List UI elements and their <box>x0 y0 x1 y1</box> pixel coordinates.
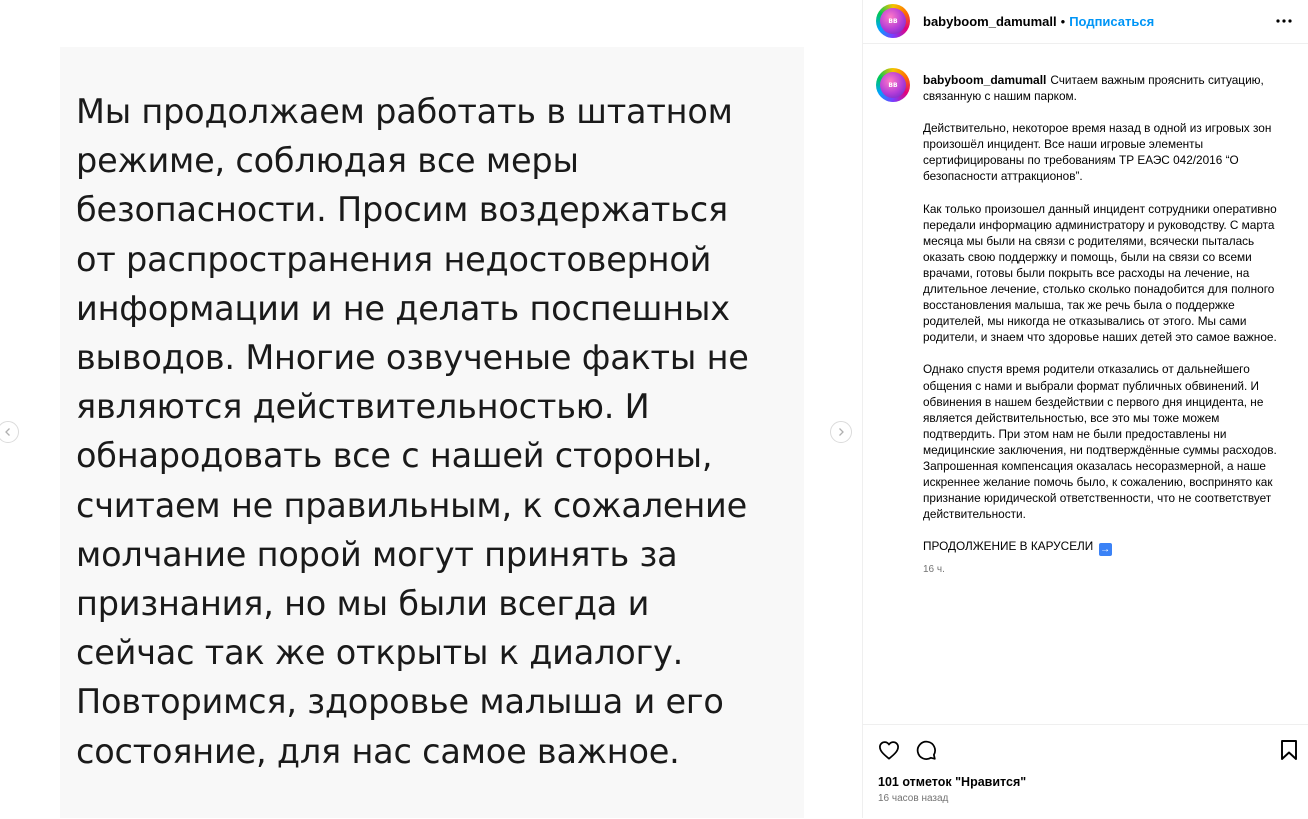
slide-line: информации и не делать поспешных <box>76 288 730 328</box>
slide-line: признания, но мы были всегда и <box>76 584 650 624</box>
slide-line: являются действительностью. И <box>76 387 650 427</box>
username-link[interactable]: babyboom_damumall <box>923 14 1057 29</box>
slide-line: обнародовать все с нашей стороны, <box>76 436 713 476</box>
heart-icon <box>878 740 900 760</box>
post-side-panel <box>862 0 1308 818</box>
likes-count[interactable]: 101 отметок "Нравится" <box>878 775 1027 789</box>
post-actions <box>863 724 1308 819</box>
caption-timestamp[interactable]: 16 ч. <box>923 564 945 576</box>
caption-paragraph: Действительно, некоторое время назад в одной из игровых зон произошёл инцидент. Все наши игровые элементы сертифицированы по требованиям ТР ЕАЭС 042/2016 “О безопасности аттракционов”. <box>923 121 1272 184</box>
slide-text <box>76 87 796 776</box>
post-date[interactable]: 16 часов назад <box>878 793 949 804</box>
continue-text: ПРОДОЛЖЕНИЕ В КАРУСЕЛИ <box>923 539 1094 554</box>
carousel-slide <box>60 47 804 818</box>
slide-line: выводов. Многие озвученые факты не <box>76 338 749 378</box>
avatar-logo: BB <box>880 72 906 98</box>
caption-continue <box>923 538 1293 556</box>
more-horizontal-icon <box>1276 19 1292 23</box>
post-header <box>863 0 1308 44</box>
separator-dot: • <box>1060 14 1066 29</box>
carousel-prev-button[interactable] <box>0 421 19 443</box>
bookmark-icon <box>1280 739 1298 761</box>
chevron-right-icon <box>836 427 846 437</box>
like-button[interactable] <box>877 738 901 762</box>
slide-line: сейчас так же открыты к диалогу. <box>76 633 684 673</box>
comment-icon <box>915 739 937 761</box>
avatar[interactable] <box>876 4 910 38</box>
caption-username[interactable]: babyboom_damumall <box>923 73 1047 87</box>
slide-line: режиме, соблюдая все меры <box>76 141 579 181</box>
header-user <box>923 14 1154 29</box>
save-button[interactable] <box>1277 738 1301 762</box>
slide-line: Повторимся, здоровье малыша и его <box>76 682 724 722</box>
carousel-next-button[interactable] <box>830 421 852 443</box>
follow-button[interactable]: Подписаться <box>1069 14 1155 29</box>
caption-avatar[interactable] <box>876 68 910 102</box>
comment-button[interactable] <box>914 738 938 762</box>
slide-line: от распространения недостоверной <box>76 239 712 279</box>
right-arrow-icon: → <box>1100 544 1111 556</box>
caption-paragraph: Однако спустя время родители отказались от дальнейшего общения с нами и выбрали формат публичных обвинений. И обвинения в нашем бездействии с первого дня инцидента, не является действительностью, все это мы тоже можем подтвердить. При этом нам не были предоставлены ни медицинские заключения, ни подтверждённые суммы расходов. Запрошенная компенсация оказалась несоразмерной, а наше искреннее желание помочь было, к сожалению, воспринято как признание юридической ответственности, что не соответствует действительности. <box>923 362 1277 522</box>
avatar-logo: BB <box>880 8 906 34</box>
chevron-left-icon <box>3 427 13 437</box>
post-caption <box>923 72 1293 578</box>
slide-line: Мы продолжаем работать в штатном <box>76 92 733 131</box>
slide-line: состояние, для нас самое важное. <box>76 731 680 771</box>
caption-area <box>863 44 1308 724</box>
slide-line: безопасности. Просим воздержаться <box>76 190 728 230</box>
caption-paragraph: Как только произошел данный инцидент сотрудники оперативно передали информацию администратору и руководству. С марта месяца мы были на связи с родителями, всячески пыталась оказать свою поддержку и помощь, были на связи со всеми врачами, готовы были покрыть все расходы на лечение, на длительное лечение, столько сколько понадобится для полного восстановления малыша, так же речь была о поддержке родителей, мы никогда не отказывались от этого. Мы сами родители, и знаем что здоровье наших детей это самое важное. <box>923 201 1277 345</box>
more-options-button[interactable] <box>1272 10 1296 32</box>
caption-intro <box>923 72 1293 104</box>
caption-intro-text: Считаем важным прояснить ситуацию, связанную с нашим парком. <box>923 73 1264 104</box>
slide-line: считаем не правильным, к сожаление <box>76 485 748 525</box>
slide-line: молчание порой могут принять за <box>76 534 678 574</box>
